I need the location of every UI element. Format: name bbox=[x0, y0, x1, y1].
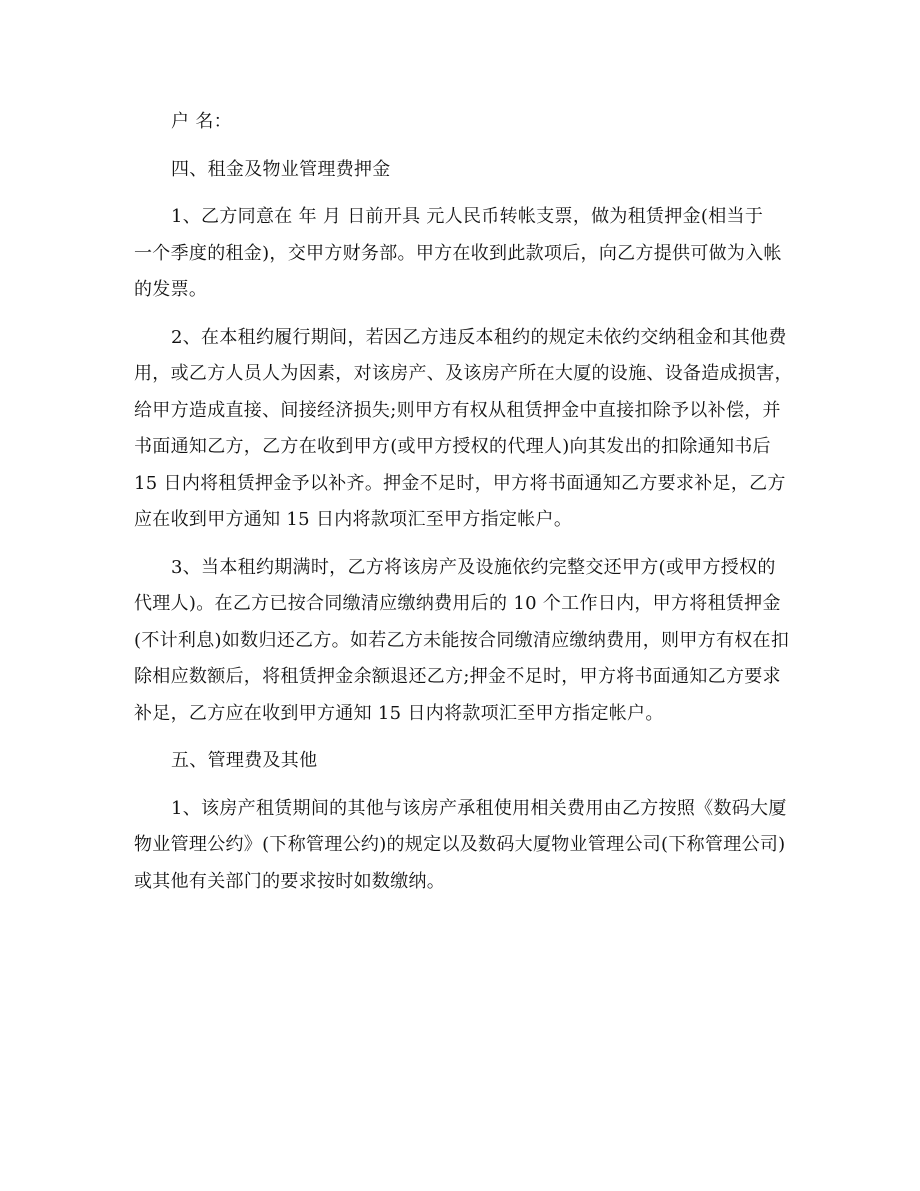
clause-4-2 bbox=[134, 320, 793, 539]
clause-4-1 bbox=[134, 199, 789, 309]
clause-4-3-line: 代理人)。在乙方已按合同缴清应缴纳费用后的 10 个工作日内，甲方将租赁押金 bbox=[134, 593, 781, 614]
section-four-title: 四、租金及物业管理费押金 bbox=[171, 158, 391, 180]
clause-5-1-line: 物业管理公约》(下称管理公约)的规定以及数码大厦物业管理公司(下称管理公司) bbox=[134, 834, 786, 855]
clause-5-1-line: 1、该房产租赁期间的其他与该房产承租使用相关费用由乙方按照《数码大厦 bbox=[171, 797, 787, 819]
clause-4-2-line: 用，或乙方人员人为因素，对该房产、及该房产所在大厦的设施、设备造成损害， bbox=[134, 363, 793, 384]
clause-5-1-line: 或其他有关部门的要求按时如数缴纳。 bbox=[134, 870, 446, 892]
clause-4-2-line: 书面通知乙方，乙方在收到甲方(或甲方授权的代理人)向其发出的扣除通知书后 bbox=[134, 436, 771, 457]
document-body bbox=[134, 104, 793, 900]
clause-4-1-line: 1、乙方同意在 年 月 日前开具 元人民币转帐支票，做为租赁押金(相当于 bbox=[171, 206, 764, 227]
clause-4-2-line: 应在收到甲方通知 15 日内将款项汇至甲方指定帐户。 bbox=[134, 509, 573, 530]
clause-4-2-line: 给甲方造成直接、间接经济损失;则甲方有权从租赁押金中直接扣除予以补偿，并 bbox=[134, 399, 781, 421]
clause-4-3-line: 除相应数额后，将租赁押金余额退还乙方;押金不足时，甲方将书面通知乙方要求 bbox=[134, 666, 781, 687]
section-five-title: 五、管理费及其他 bbox=[171, 750, 318, 771]
clause-4-3-line: (不计利息)如数归还乙方。如若乙方未能按合同缴清应缴纳费用，则甲方有权在扣 bbox=[134, 629, 790, 651]
clause-4-3-line: 3、当本租约期满时，乙方将该房产及设施依约完整交还甲方(或甲方授权的 bbox=[171, 556, 776, 578]
clause-4-3-line: 补足，乙方应在收到甲方通知 15 日内将款项汇至甲方指定帐户。 bbox=[134, 702, 664, 724]
clause-4-2-line: 2、在本租约履行期间，若因乙方违反本租约的规定未依约交纳租金和其他费 bbox=[171, 326, 787, 348]
clause-4-2-line: 15 日内将租赁押金予以补齐。押金不足时，甲方将书面通知乙方要求补足，乙方 bbox=[134, 472, 786, 494]
account-name-label: 户 名： bbox=[171, 111, 232, 132]
clause-4-3 bbox=[134, 550, 789, 733]
clause-5-1 bbox=[134, 791, 789, 901]
clause-4-1-line: 一个季度的租金)，交甲方财务部。甲方在收到此款项后，向乙方提供可做为入帐 bbox=[134, 242, 782, 264]
clause-4-1-line: 的发票。 bbox=[134, 279, 208, 300]
